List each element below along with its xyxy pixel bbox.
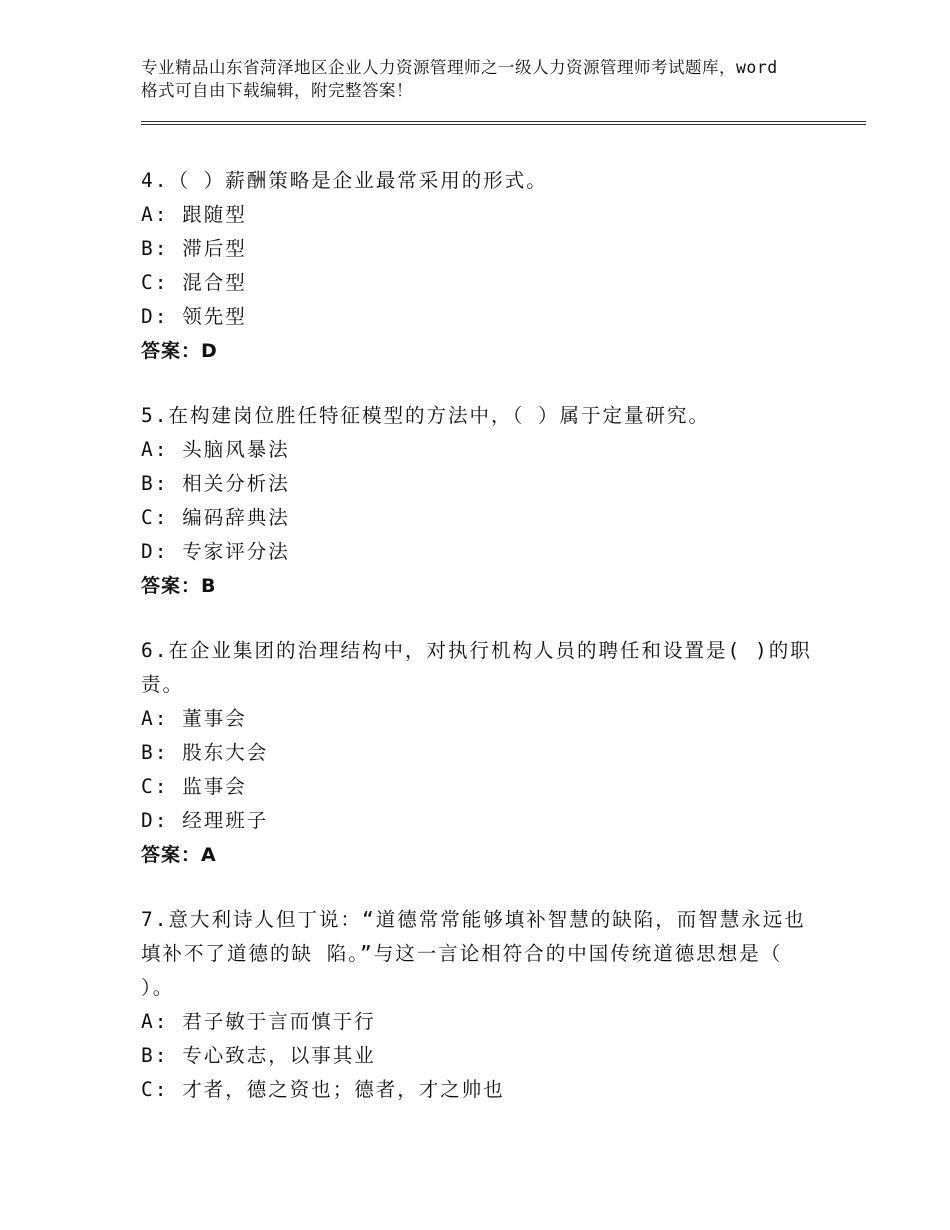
question-stem: 7.意大利诗人但丁说：“道德常常能够填补智慧的缺陷，而智慧永远也填补不了道德的缺 陷。”与这一言论相符合的中国传统道德思想是（ ）。 <box>141 908 806 999</box>
question-4 <box>141 164 821 368</box>
option-text: 编码辞典法 <box>182 506 290 529</box>
question-5 <box>141 399 821 603</box>
option-c: C: 监事会 <box>141 775 247 798</box>
option-c: C: 混合型 <box>141 271 247 294</box>
answer-line <box>141 838 821 872</box>
option-b: B: 股东大会 <box>141 741 269 764</box>
option-text: 头脑风暴法 <box>182 438 290 461</box>
answer-label: 答案： <box>141 575 202 597</box>
answer-value: B <box>201 575 217 597</box>
question-stem: 4.（ ）薪酬策略是企业最常采用的形式。 <box>141 169 548 192</box>
option-d: D: 领先型 <box>141 305 247 328</box>
option-text: 领先型 <box>182 305 247 328</box>
option-text: 混合型 <box>182 271 247 294</box>
option-text: 专心致志，以事其业 <box>182 1044 376 1067</box>
option-a: A: 董事会 <box>141 707 247 730</box>
option-key: B <box>141 1044 155 1067</box>
option-d: D: 专家评分法 <box>141 540 290 563</box>
question-6 <box>141 634 821 872</box>
answer-label: 答案： <box>141 340 202 362</box>
answer-value: A <box>201 844 217 866</box>
option-key: A <box>141 1010 155 1033</box>
question-stem: 5.在构建岗位胜任特征模型的方法中，（ ）属于定量研究。 <box>141 404 710 427</box>
option-text: 才者，德之资也；德者，才之帅也 <box>182 1078 505 1101</box>
option-c: C: 才者，德之资也；德者，才之帅也 <box>141 1078 505 1101</box>
option-c: C: 编码辞典法 <box>141 506 290 529</box>
option-key: C <box>141 506 155 529</box>
question-list <box>141 164 821 1138</box>
option-text: 相关分析法 <box>182 472 290 495</box>
option-key: C <box>141 1078 155 1101</box>
answer-label: 答案： <box>141 844 202 866</box>
document-header: 专业精品山东省菏泽地区企业人力资源管理师之一级人力资源管理师考试题库，word格式可自由下载编辑，附完整答案！ <box>141 58 778 100</box>
option-text: 股东大会 <box>182 741 269 764</box>
question-stem: 6.在企业集团的治理结构中，对执行机构人员的聘任和设置是( )的职责。 <box>141 639 812 696</box>
option-key: B <box>141 472 155 495</box>
option-text: 专家评分法 <box>182 540 290 563</box>
option-b: B: 相关分析法 <box>141 472 290 495</box>
option-key: C <box>141 775 155 798</box>
option-a: A: 跟随型 <box>141 203 247 226</box>
option-key: A <box>141 203 155 226</box>
option-a: A: 君子敏于言而慎于行 <box>141 1010 376 1033</box>
answer-line <box>141 334 821 368</box>
option-key: A <box>141 438 155 461</box>
question-7 <box>141 903 821 1107</box>
header-rule-bottom <box>141 124 866 125</box>
option-key: D <box>141 305 155 328</box>
option-key: A <box>141 707 155 730</box>
option-key: D <box>141 809 155 832</box>
option-key: B <box>141 741 155 764</box>
option-b: B: 专心致志，以事其业 <box>141 1044 376 1067</box>
option-text: 经理班子 <box>182 809 269 832</box>
option-d: D: 经理班子 <box>141 809 269 832</box>
option-key: C <box>141 271 155 294</box>
header-rule-top <box>141 121 866 122</box>
option-a: A: 头脑风暴法 <box>141 438 290 461</box>
option-text: 滞后型 <box>182 237 247 260</box>
option-key: B <box>141 237 155 260</box>
answer-line <box>141 569 821 603</box>
option-text: 君子敏于言而慎于行 <box>182 1010 376 1033</box>
option-b: B: 滞后型 <box>141 237 247 260</box>
answer-value: D <box>201 340 218 362</box>
option-text: 跟随型 <box>182 203 247 226</box>
option-text: 监事会 <box>182 775 247 798</box>
option-key: D <box>141 540 155 563</box>
option-text: 董事会 <box>182 707 247 730</box>
